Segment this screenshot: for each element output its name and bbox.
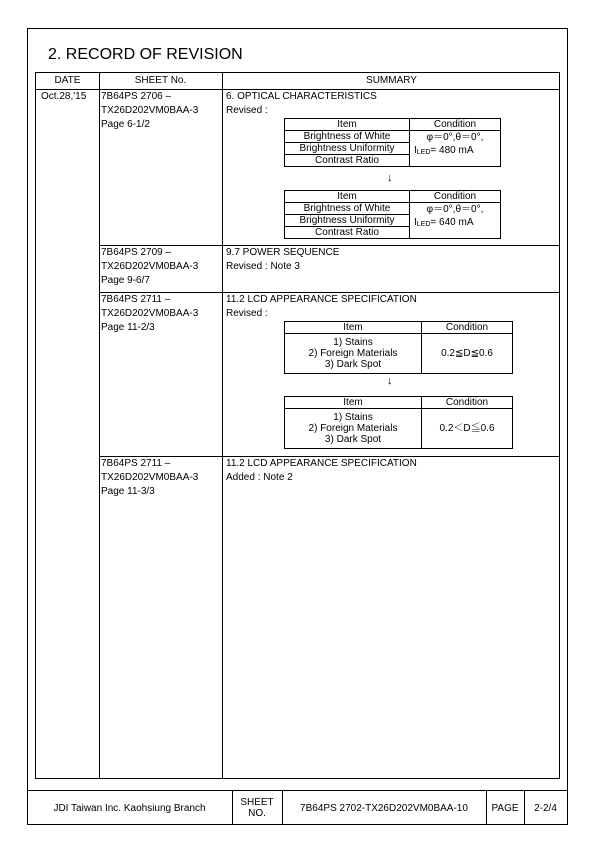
row-sheet-line: 7B64PS 2711 – <box>101 294 171 305</box>
row-summary-line: 6. OPTICAL CHARACTERISTICS <box>226 91 377 102</box>
row-sheet-line: TX26D202VM0BAA-3 <box>101 261 199 272</box>
optical-table-after <box>284 190 501 239</box>
defect-list <box>285 409 422 449</box>
col-separator <box>99 73 100 778</box>
col-condition: Condition <box>410 119 501 131</box>
defect-list <box>285 334 422 374</box>
item-cell: Brightness of White <box>285 131 410 143</box>
item-cell: Contrast Ratio <box>285 227 410 239</box>
item-cell: Brightness Uniformity <box>285 143 410 155</box>
defect-item: 2) Foreign Materials <box>308 348 398 359</box>
col-condition: Condition <box>422 397 513 409</box>
row-summary-line: Revised : Note 3 <box>226 261 300 272</box>
col-item: Item <box>285 322 422 334</box>
angle-condition: φ＝0°,θ＝0°, <box>426 204 484 215</box>
row-sheet-line: 7B64PS 2706 – <box>101 91 172 102</box>
down-arrow-icon: ↓ <box>387 375 393 387</box>
row-sheet-line: TX26D202VM0BAA-3 <box>101 472 199 483</box>
defect-item: 3) Dark Spot <box>324 434 382 445</box>
condition-cell: 0.2≦D≦0.6 <box>422 334 513 374</box>
row-date: Oct.28,'15 <box>41 91 87 102</box>
current-value: = 480 mA <box>430 145 474 156</box>
condition-cell <box>410 203 501 239</box>
row-sheet-line: 7B64PS 2711 – <box>101 458 171 469</box>
defect-item: 3) Dark Spot <box>324 359 382 370</box>
page-title: 2. RECORD OF REVISION <box>48 46 243 63</box>
footer <box>27 790 568 825</box>
footer-sheet-no: 7B64PS 2702-TX26D202VM0BAA-10 <box>300 802 468 814</box>
col-condition: Condition <box>410 191 501 203</box>
col-item: Item <box>285 119 410 131</box>
row-sheet-line: Page 11-3/3 <box>101 486 155 497</box>
appearance-table-before <box>284 321 513 374</box>
defect-item: 2) Foreign Materials <box>308 423 398 434</box>
footer-sheet-label-line: SHEET <box>240 797 274 808</box>
header-summary: SUMMARY <box>366 75 417 86</box>
item-cell: Brightness of White <box>285 203 410 215</box>
row-sheet-line: Page 11-2/3 <box>101 322 155 333</box>
optical-table-before <box>284 118 501 167</box>
row-summary-line: Revised : <box>226 308 268 319</box>
row-sheet-line: Page 6-1/2 <box>101 119 150 130</box>
row-sheet-line: Page 9-6/7 <box>101 275 150 286</box>
down-arrow-icon: ↓ <box>387 172 393 184</box>
header-date: DATE <box>54 75 81 86</box>
defect-item: 1) Stains <box>333 337 373 348</box>
footer-page-label: PAGE <box>491 802 519 814</box>
current-condition <box>414 145 496 157</box>
current-symbol: I <box>414 145 417 156</box>
current-value: = 640 mA <box>430 217 474 228</box>
revision-table <box>35 72 560 779</box>
current-subscript: LED <box>416 149 431 156</box>
footer-company: JDI Taiwan Inc. Kaohsiung Branch <box>53 802 206 814</box>
condition-cell: 0.2＜D≦0.6 <box>422 409 513 449</box>
current-subscript: LED <box>416 221 431 228</box>
defect-item: 1) Stains <box>333 412 373 423</box>
header-sheet: SHEET No. <box>134 75 187 86</box>
col-condition: Condition <box>422 322 513 334</box>
condition-cell <box>410 131 501 167</box>
col-item: Item <box>285 191 410 203</box>
row-sheet-line: 7B64PS 2709 – <box>101 247 172 258</box>
appearance-table-after <box>284 396 513 449</box>
angle-condition: φ＝0°,θ＝0°, <box>426 132 484 143</box>
row-sheet-line: TX26D202VM0BAA-3 <box>101 308 199 319</box>
row-summary-line: Revised : <box>226 105 268 116</box>
row-sheet-line: TX26D202VM0BAA-3 <box>101 105 199 116</box>
col-item: Item <box>285 397 422 409</box>
footer-sheet-label <box>232 791 282 825</box>
current-symbol: I <box>414 217 417 228</box>
footer-page-no: 2-2/4 <box>534 802 557 814</box>
row-summary-line: 11.2 LCD APPEARANCE SPECIFICATION <box>226 294 417 305</box>
row-summary-line: 9.7 POWER SEQUENCE <box>226 247 340 258</box>
footer-sheet-label-line: NO. <box>248 808 266 819</box>
row-summary-line: Added : Note 2 <box>226 472 293 483</box>
item-cell: Brightness Uniformity <box>285 215 410 227</box>
col-separator <box>222 73 223 778</box>
current-condition <box>414 217 496 229</box>
item-cell: Contrast Ratio <box>285 155 410 167</box>
row-summary-line: 11.2 LCD APPEARANCE SPECIFICATION <box>226 458 417 469</box>
